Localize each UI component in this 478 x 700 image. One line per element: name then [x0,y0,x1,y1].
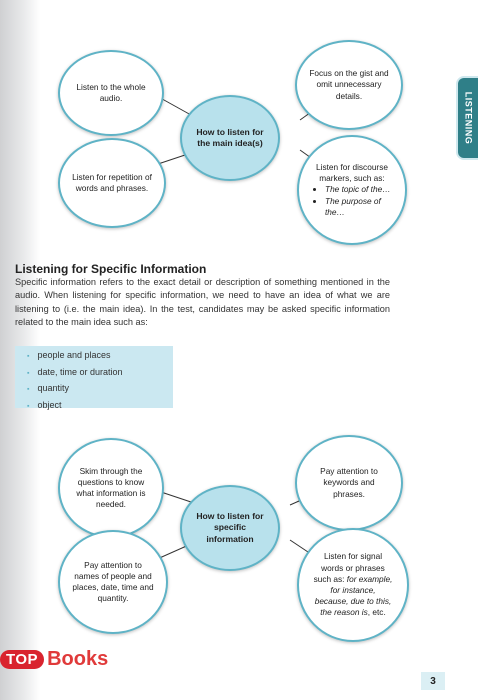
list-item: ▪ object [27,398,173,415]
center-bubble-specific-info [180,485,280,571]
signal-word-examples: for example, for instance, because, due to this, the reason is [314,573,393,618]
section-heading: Listening for Specific Information [15,262,207,276]
list-item: • The topic of the… [325,184,391,195]
tip-text: Skim through the questions to know what information is needed. [76,465,146,510]
section-tab-listening [458,78,478,158]
topbooks-logo [0,648,108,670]
tip-text: Listen for signal words or phrases such as: [313,551,385,584]
tip-text: Listen for repetition of words and phrases. [72,171,152,193]
tip-bubble-keywords [295,435,403,531]
specific-info-list [27,348,173,414]
list-item: ▪ date, time or duration [27,365,173,382]
tip-bubble-names-places [58,530,168,634]
tip-bubble-whole-audio [58,50,164,136]
tip-bubble-gist [295,40,403,130]
tip-text: Listen to the whole audio. [76,81,146,103]
tip-text: Focus on the gist and omit unnecessary details. [309,68,389,101]
tip-text: Listen for discourse markers, such as: [316,162,388,184]
section-paragraph: Specific information refers to the exact detail or description of something mentioned in the audio. When listening for specific information, we need to have an idea of what we are listening to (i.e. the main idea). In the test, candidates may be asked specific information related to the main idea such as: [15,277,390,328]
list-item: ▪ quantity [27,381,173,398]
tip-bubble-signal-words [297,528,409,642]
specific-info-list-box [15,346,173,408]
center-title: How to listen for specific information [196,511,264,544]
tip-text-suffix: , etc. [367,607,386,618]
logo-top-text: TOP [0,650,44,669]
section-tab-label: LISTENING [463,91,474,145]
tip-text: Pay attention to keywords and phrases. [320,466,378,499]
discourse-marker-list [313,184,391,218]
tip-bubble-skim-questions [58,438,164,538]
page-number: 3 [421,672,445,690]
list-item: ▪ people and places [27,348,173,365]
tip-bubble-repetition [58,138,166,228]
logo-books-text: Books [47,647,109,670]
center-bubble-main-idea [180,95,280,181]
list-item: • The purpose of the… [325,196,391,218]
tip-bubble-discourse-markers [297,135,407,245]
center-title: How to listen for the main idea(s) [196,126,264,148]
tip-text: Pay attention to names of people and places, date, time and quantity. [72,559,154,604]
